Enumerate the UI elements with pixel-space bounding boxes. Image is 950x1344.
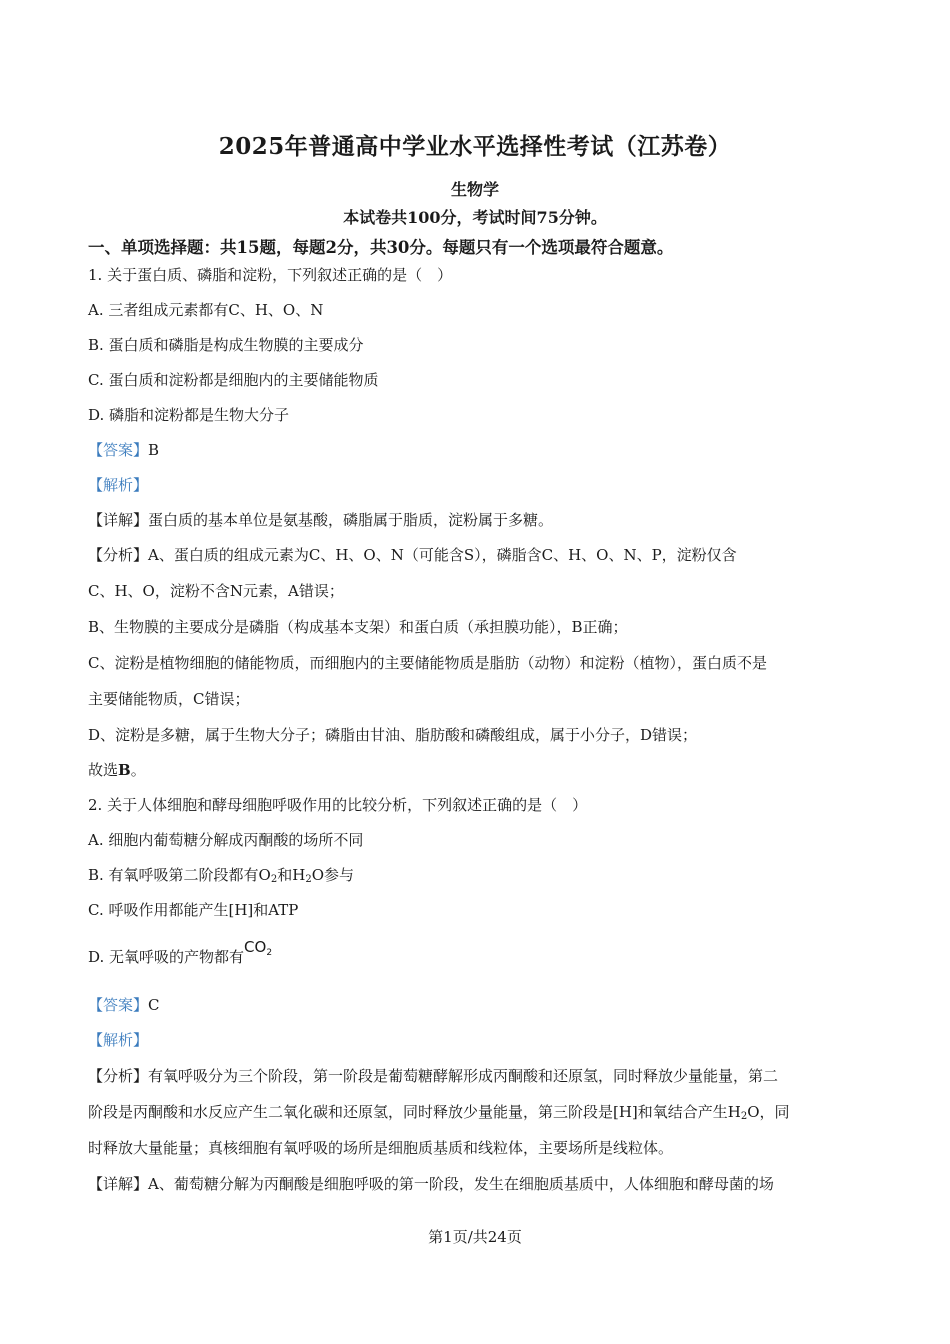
q2-option-d-text: D. 无氧呼吸的产物都有 (88, 948, 245, 966)
q1-fenxi-1 (88, 544, 737, 565)
q2-analysis-tag: 【解析】 (88, 1031, 149, 1049)
subscript: 2 (270, 874, 278, 885)
q2-answer: C (148, 996, 160, 1014)
choose-suffix: 。 (130, 761, 146, 779)
q1-fenxi-5: 主要储能物质，C错误； (88, 690, 250, 708)
q1-stem: 1. 关于蛋白质、磷脂和淀粉，下列叙述正确的是（ ） (88, 266, 453, 284)
section-heading: 一、单项选择题：共15题，每题2分，共30分。每题只有一个选项最符合题意。 (88, 238, 674, 257)
q2-stem: 2. 关于人体细胞和酵母细胞呼吸作用的比较分析，下列叙述正确的是（ ） (88, 796, 588, 814)
subscript: 2 (266, 948, 273, 958)
page-footer: 第1页/共24页 (428, 1228, 522, 1246)
subscript: 2 (305, 874, 312, 885)
q1-fenxi-6: D、淀粉是多糖，属于生物大分子；磷脂由甘油、脂肪酸和磷酸组成，属于小分子，D错误； (88, 726, 698, 744)
fenxi-tag: 【分析】 (88, 1067, 149, 1085)
detail-tag: 【详解】 (88, 511, 149, 529)
q1-analysis-tag: 【解析】 (88, 476, 149, 494)
q1-fenxi-2: C、H、O，淀粉不含N元素，A错误； (88, 582, 344, 600)
exam-note: 本试卷共100分，考试时间75分钟。 (343, 208, 607, 227)
answer-tag: 【答案】 (88, 441, 149, 459)
q2-detail-text-1: A、葡萄糖分解为丙酮酸是细胞呼吸的第一阶段，发生在细胞质基质中，人体细胞和酵母菌的场 (148, 1175, 774, 1193)
q2-option-a: A. 细胞内葡萄糖分解成丙酮酸的场所不同 (88, 831, 364, 849)
q2-detail-1 (88, 1173, 774, 1194)
q1-choose (88, 759, 146, 780)
detail-tag: 【详解】 (88, 1175, 149, 1193)
fenxi-tag: 【分析】 (88, 546, 149, 564)
q1-answer: B (148, 441, 160, 459)
q2-fenxi-text-1: 有氧呼吸分为三个阶段，第一阶段是葡萄糖酵解形成丙酮酸和还原氢，同时释放少量能量，第二 (148, 1067, 779, 1085)
q1-option-b: B. 蛋白质和磷脂是构成生物膜的主要成分 (88, 336, 364, 354)
q2-answer-line (88, 994, 160, 1015)
choose-value: B (118, 761, 131, 779)
subscript: 2 (740, 1111, 748, 1122)
q2-option-b-part3: O参与 (311, 866, 355, 884)
q2-option-b (88, 864, 354, 885)
q1-fenxi-3: B、生物膜的主要成分是磷脂（构成基本支架）和蛋白质（承担膜功能），B正确； (88, 618, 628, 636)
co2-formula-base: CO (244, 938, 267, 956)
q2-fenxi-1 (88, 1065, 778, 1086)
q1-option-d: D. 磷脂和淀粉都是生物大分子 (88, 406, 290, 424)
q1-detail (88, 509, 553, 530)
q1-detail-text: 蛋白质的基本单位是氨基酸，磷脂属于脂质，淀粉属于多糖。 (148, 511, 554, 529)
q1-fenxi-4: C、淀粉是植物细胞的储能物质，而细胞内的主要储能物质是脂肪（动物）和淀粉（植物），蛋白质不是 (88, 654, 767, 672)
q2-option-d (88, 938, 273, 967)
q1-fenxi-text-1: A、蛋白质的组成元素为C、H、O、N（可能含S），磷脂含C、H、O、N、P，淀粉仅含 (148, 546, 737, 564)
subject-heading: 生物学 (450, 180, 499, 199)
q2-fenxi-text-2b: O，同 (747, 1103, 790, 1121)
choose-prefix: 故选 (88, 761, 119, 779)
q1-option-a: A. 三者组成元素都有C、H、O、N (88, 301, 324, 319)
q2-option-b-part2: 和H (277, 866, 306, 884)
q1-answer-line (88, 439, 159, 460)
q1-option-c: C. 蛋白质和淀粉都是细胞内的主要储能物质 (88, 371, 379, 389)
q2-fenxi-3: 时释放大量能量；真核细胞有氧呼吸的场所是细胞质基质和线粒体，主要场所是线粒体。 (88, 1139, 674, 1157)
exam-title: 2025年普通高中学业水平选择性考试（江苏卷） (218, 133, 732, 160)
answer-tag: 【答案】 (88, 996, 149, 1014)
q2-fenxi-2 (88, 1101, 790, 1122)
q2-fenxi-text-2a: 阶段是丙酮酸和水反应产生二氧化碳和还原氢，同时释放少量能量，第三阶段是[H]和氧结合产生H (88, 1103, 741, 1121)
co2-formula (244, 938, 272, 956)
q2-option-b-part1: B. 有氧呼吸第二阶段都有O (88, 866, 271, 884)
q2-option-c: C. 呼吸作用都能产生[H]和ATP (88, 901, 299, 919)
